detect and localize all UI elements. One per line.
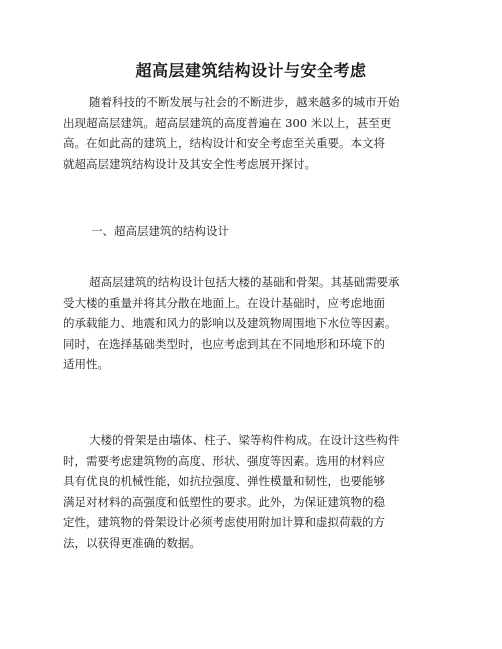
paragraph-line: 具有优良的机械性能，如抗拉强度、弹性模量和韧性，也要能够 — [63, 474, 385, 488]
paragraph-line: 受大楼的重量并将其分散在地面上。在设计基础时，应考虑地面 — [63, 295, 385, 310]
paragraph-line: 大楼的骨架是由墙体、柱子、梁等构件构成。在设计这些构件 — [89, 433, 400, 447]
document-title: 超高层建筑结构设计与安全考虑 — [135, 61, 367, 80]
intro-line: 随着科技的不断发展与社会的不断进步，越来越多的城市开始 — [89, 95, 400, 109]
paragraph-line: 定性，建筑物的骨架设计必须考虑使用附加计算和虚拟荷载的方 — [63, 515, 385, 529]
structure-paragraph — [63, 272, 443, 375]
paragraph-line: 满足对材料的高强度和低塑性的要求。此外，为保证建筑物的稳 — [63, 494, 385, 509]
intro-paragraph — [63, 92, 443, 174]
frame-paragraph — [63, 430, 443, 553]
paragraph-line: 法，以获得更准确的数据。 — [63, 535, 201, 550]
paragraph-line: 时，需要考虑建筑物的高度、形状、强度等因素。选用的材料应 — [63, 453, 385, 468]
paragraph-line: 超高层建筑的结构设计包括大楼的基础和骨架。其基础需要承 — [89, 275, 400, 289]
paragraph-line: 的承载能力、地震和风力的影响以及建筑物周围地下水位等因素。 — [63, 316, 397, 330]
paragraph-line: 适用性。 — [63, 357, 109, 371]
intro-line: 就超高层建筑结构设计及其安全性考虑展开探讨。 — [63, 156, 316, 171]
section-heading: 一、超高层建筑的结构设计 — [91, 224, 229, 238]
paragraph-line: 同时，在选择基础类型时，也应考虑到其在不同地形和环境下的 — [63, 336, 385, 351]
intro-line: 出现超高层建筑。超高层建筑的高度普遍在 300 米以上，甚至更 — [63, 115, 392, 130]
intro-line: 高。在如此高的建筑上，结构设计和安全考虑至关重要。本文将 — [63, 136, 385, 150]
